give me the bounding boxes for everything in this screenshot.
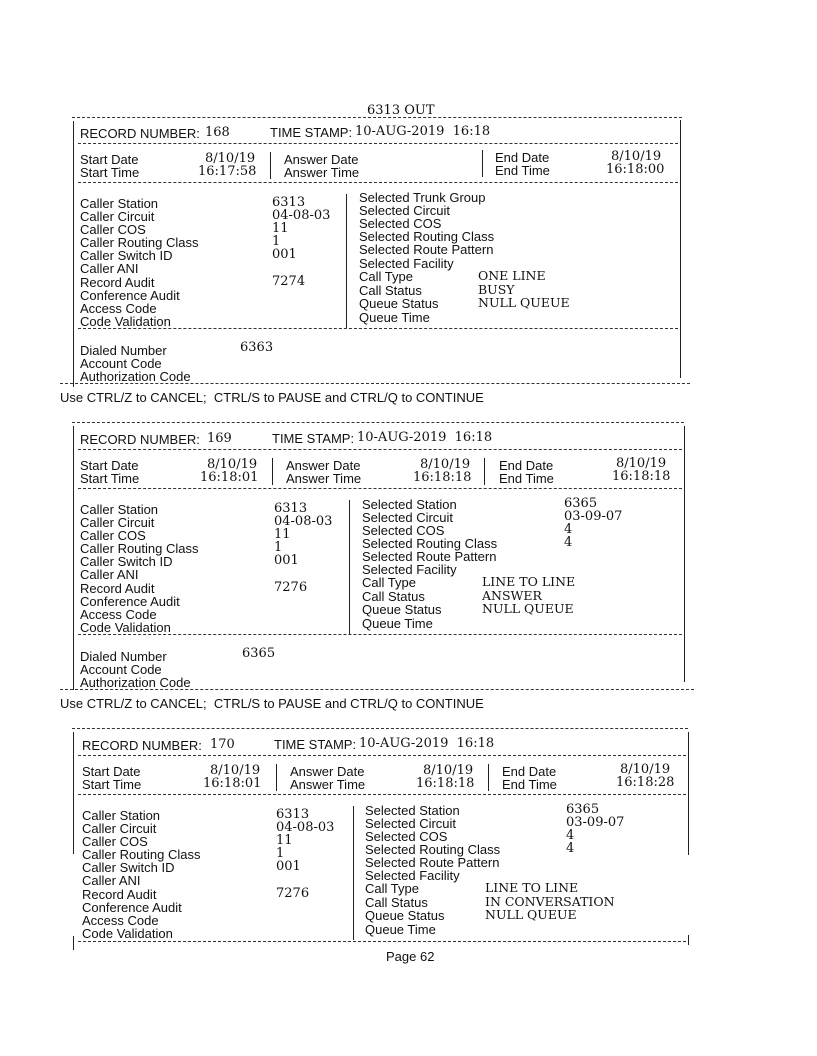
- separator: [346, 194, 347, 328]
- caller-routing-class: 1: [274, 540, 283, 555]
- answer-time: 16:18:18: [416, 776, 475, 791]
- selected-cos-label: Selected COS: [362, 523, 445, 538]
- answer-date: 8/10/19: [423, 763, 474, 778]
- call-status-label: Call Status: [359, 283, 422, 298]
- divider: [78, 182, 678, 183]
- divider: [60, 689, 694, 690]
- caller-cos-label: Caller COS: [80, 222, 146, 237]
- selected-circuit-label: Selected Circuit: [362, 510, 454, 525]
- border: [73, 121, 74, 387]
- start-date-label: Start Date: [82, 764, 141, 779]
- call-status: ANSWER: [482, 588, 542, 603]
- separator: [488, 764, 489, 791]
- divider: [78, 488, 682, 489]
- end-date-label: End Date: [502, 764, 557, 779]
- queue-status-label: Queue Status: [365, 908, 445, 923]
- start-date: 8/10/19: [210, 763, 261, 778]
- divider: [72, 728, 688, 729]
- caller-routing-class-label: Caller Routing Class: [80, 541, 199, 556]
- border: [688, 935, 689, 945]
- time-stamp-label: TIME STAMP:: [272, 431, 355, 446]
- authorization-code-label: Authorization Code: [80, 369, 191, 384]
- authorization-code-label: Authorization Code: [80, 675, 191, 690]
- end-time-label: End Time: [495, 163, 550, 178]
- record-number-label: RECORD NUMBER:: [80, 126, 200, 141]
- divider: [78, 794, 686, 795]
- caller-cos-label: Caller COS: [82, 834, 148, 849]
- start-time-label: Start Time: [82, 777, 142, 792]
- caller-station-label: Caller Station: [80, 502, 159, 517]
- queue-status-label: Queue Status: [362, 602, 442, 617]
- access-code-label: Access Code: [80, 301, 157, 316]
- access-code-label: Access Code: [82, 913, 159, 928]
- queue-status: NULL QUEUE: [482, 601, 574, 616]
- start-time: 16:18:01: [200, 470, 259, 485]
- caller-routing-class: 1: [272, 234, 281, 249]
- prompt-line: Use CTRL/Z to CANCEL; CTRL/S to PAUSE and CTRL/Q to CONTINUE: [60, 390, 484, 405]
- dialed-number: 6365: [242, 646, 276, 661]
- page-number: Page 62: [386, 949, 435, 964]
- selected-facility-label: Selected Facility: [365, 868, 460, 883]
- answer-date: 8/10/19: [420, 457, 471, 472]
- selected-station-label: Selected Station: [365, 803, 460, 818]
- prompt-line: Use CTRL/Z to CANCEL; CTRL/S to PAUSE and CTRL/Q to CONTINUE: [60, 696, 484, 711]
- divider: [72, 422, 684, 423]
- start-date-label: Start Date: [80, 458, 139, 473]
- caller-station-label: Caller Station: [82, 808, 161, 823]
- record-audit: 7276: [274, 580, 308, 595]
- time-stamp-label: TIME STAMP:: [274, 737, 357, 752]
- divider: [60, 383, 690, 384]
- answer-time-label: Answer Time: [286, 471, 362, 486]
- divider: [72, 117, 682, 118]
- page-title: 6313 OUT: [367, 103, 435, 118]
- record-number-label: RECORD NUMBER:: [80, 432, 200, 447]
- separator: [270, 152, 271, 179]
- selected-routing-class: 4: [566, 841, 575, 856]
- caller-circuit-label: Caller Circuit: [82, 821, 157, 836]
- caller-station-label: Caller Station: [80, 196, 159, 211]
- queue-time-label: Queue Time: [362, 616, 433, 631]
- selected-circuit: 03-09-07: [564, 509, 623, 524]
- start-time: 16:17:58: [198, 164, 257, 179]
- separator: [272, 458, 273, 485]
- call-type: ONE LINE: [478, 268, 546, 283]
- record-number: 170: [210, 737, 235, 752]
- divider: [78, 328, 678, 329]
- end-date: 8/10/19: [616, 456, 667, 471]
- conference-audit-label: Conference Audit: [80, 594, 180, 609]
- record-number-label: RECORD NUMBER:: [82, 738, 202, 753]
- time-stamp: 10-AUG-2019 16:18: [359, 736, 495, 751]
- caller-ani-label: Caller ANI: [82, 873, 141, 888]
- selected-facility-label: Selected Facility: [359, 256, 454, 271]
- selected-station-label: Selected Station: [362, 497, 457, 512]
- queue-status: NULL QUEUE: [478, 295, 570, 310]
- end-time: 16:18:18: [612, 469, 671, 484]
- border: [688, 732, 689, 855]
- time-stamp: 10-AUG-2019 16:18: [355, 124, 491, 139]
- answer-time: 16:18:18: [413, 470, 472, 485]
- queue-status-label: Queue Status: [359, 296, 439, 311]
- call-status: IN CONVERSATION: [485, 894, 615, 909]
- end-time: 16:18:28: [616, 775, 675, 790]
- code-validation-label: Code Validation: [80, 620, 171, 635]
- selected-routing-class: 4: [564, 535, 573, 550]
- record-audit-label: Record Audit: [80, 275, 155, 290]
- end-time-label: End Time: [499, 471, 554, 486]
- selected-circuit-label: Selected Circuit: [359, 203, 451, 218]
- call-type-label: Call Type: [365, 881, 419, 896]
- record-audit-label: Record Audit: [82, 887, 157, 902]
- caller-circuit-label: Caller Circuit: [80, 515, 155, 530]
- caller-switch-id: 001: [276, 859, 301, 874]
- end-time-label: End Time: [502, 777, 557, 792]
- caller-cos: 11: [276, 833, 293, 848]
- selected-facility-label: Selected Facility: [362, 562, 457, 577]
- caller-station: 6313: [276, 807, 310, 822]
- divider: [78, 634, 682, 635]
- call-status-label: Call Status: [365, 895, 428, 910]
- selected-cos: 4: [564, 522, 573, 537]
- caller-cos: 11: [274, 527, 291, 542]
- border: [73, 426, 74, 690]
- end-date: 8/10/19: [611, 149, 662, 164]
- separator: [482, 150, 483, 177]
- separator: [484, 458, 485, 485]
- dialed-number-label: Dialed Number: [80, 649, 167, 664]
- divider: [78, 449, 682, 450]
- caller-switch-id-label: Caller Switch ID: [80, 248, 173, 263]
- selected-cos-label: Selected COS: [359, 216, 442, 231]
- border: [680, 120, 681, 378]
- selected-routing-class-label: Selected Routing Class: [359, 229, 495, 244]
- account-code-label: Account Code: [80, 356, 162, 371]
- call-status: BUSY: [478, 282, 515, 297]
- separator: [349, 500, 350, 634]
- code-validation-label: Code Validation: [82, 926, 173, 941]
- caller-circuit-label: Caller Circuit: [80, 209, 155, 224]
- selected-circuit: 03-09-07: [566, 815, 625, 830]
- caller-station: 6313: [274, 501, 308, 516]
- start-time-label: Start Time: [80, 165, 140, 180]
- caller-cos-label: Caller COS: [80, 528, 146, 543]
- answer-date-label: Answer Date: [286, 458, 361, 473]
- caller-cos: 11: [272, 221, 289, 236]
- code-validation-label: Code Validation: [80, 314, 171, 329]
- answer-date-label: Answer Date: [284, 152, 359, 167]
- answer-time-label: Answer Time: [284, 165, 360, 180]
- separator: [353, 806, 354, 940]
- selected-route-pattern-label: Selected Route Pattern: [365, 855, 500, 870]
- selected-routing-class-label: Selected Routing Class: [365, 842, 501, 857]
- caller-circuit: 04-08-03: [274, 514, 333, 529]
- end-date: 8/10/19: [620, 762, 671, 777]
- call-type: LINE TO LINE: [485, 880, 579, 895]
- selected-cos: 4: [566, 828, 575, 843]
- divider: [78, 941, 686, 942]
- selected-circuit-label: Selected Circuit: [365, 816, 457, 831]
- record-audit-label: Record Audit: [80, 581, 155, 596]
- time-stamp: 10-AUG-2019 16:18: [357, 430, 493, 445]
- caller-routing-class-label: Caller Routing Class: [80, 235, 199, 250]
- caller-ani-label: Caller ANI: [80, 567, 139, 582]
- selected-route-pattern-label: Selected Route Pattern: [362, 549, 497, 564]
- divider: [78, 143, 678, 144]
- answer-date-label: Answer Date: [290, 764, 365, 779]
- record-audit: 7276: [276, 886, 310, 901]
- caller-circuit: 04-08-03: [276, 820, 335, 835]
- end-time: 16:18:00: [606, 162, 665, 177]
- record-audit: 7274: [272, 274, 306, 289]
- caller-switch-id: 001: [272, 247, 297, 262]
- selected-trunk-group-label: Selected Trunk Group: [359, 190, 486, 205]
- divider: [78, 755, 686, 756]
- call-type: LINE TO LINE: [482, 574, 576, 589]
- start-date: 8/10/19: [205, 151, 256, 166]
- dialed-number-label: Dialed Number: [80, 343, 167, 358]
- caller-routing-class: 1: [276, 846, 285, 861]
- selected-route-pattern-label: Selected Route Pattern: [359, 242, 494, 257]
- selected-routing-class-label: Selected Routing Class: [362, 536, 498, 551]
- separator: [276, 764, 277, 791]
- call-type-label: Call Type: [362, 575, 416, 590]
- record-number: 169: [207, 431, 232, 446]
- queue-status: NULL QUEUE: [485, 907, 577, 922]
- conference-audit-label: Conference Audit: [82, 900, 182, 915]
- queue-time-label: Queue Time: [359, 310, 430, 325]
- caller-switch-id-label: Caller Switch ID: [80, 554, 173, 569]
- call-type-label: Call Type: [359, 269, 413, 284]
- time-stamp-label: TIME STAMP:: [270, 125, 353, 140]
- conference-audit-label: Conference Audit: [80, 288, 180, 303]
- border: [73, 936, 74, 950]
- record-number: 168: [205, 125, 230, 140]
- answer-time-label: Answer Time: [290, 777, 366, 792]
- start-time: 16:18:01: [203, 776, 262, 791]
- selected-station: 6365: [564, 496, 598, 511]
- caller-switch-id-label: Caller Switch ID: [82, 860, 175, 875]
- access-code-label: Access Code: [80, 607, 157, 622]
- caller-routing-class-label: Caller Routing Class: [82, 847, 201, 862]
- call-status-label: Call Status: [362, 589, 425, 604]
- border: [684, 426, 685, 682]
- account-code-label: Account Code: [80, 662, 162, 677]
- selected-station: 6365: [566, 802, 600, 817]
- end-date-label: End Date: [495, 150, 550, 165]
- queue-time-label: Queue Time: [365, 922, 436, 937]
- border: [73, 732, 74, 854]
- caller-station: 6313: [272, 195, 306, 210]
- caller-ani-label: Caller ANI: [80, 261, 139, 276]
- start-time-label: Start Time: [80, 471, 140, 486]
- selected-cos-label: Selected COS: [365, 829, 448, 844]
- start-date: 8/10/19: [207, 457, 258, 472]
- caller-circuit: 04-08-03: [272, 208, 331, 223]
- start-date-label: Start Date: [80, 152, 139, 167]
- dialed-number: 6363: [240, 340, 274, 355]
- caller-switch-id: 001: [274, 553, 299, 568]
- end-date-label: End Date: [499, 458, 554, 473]
